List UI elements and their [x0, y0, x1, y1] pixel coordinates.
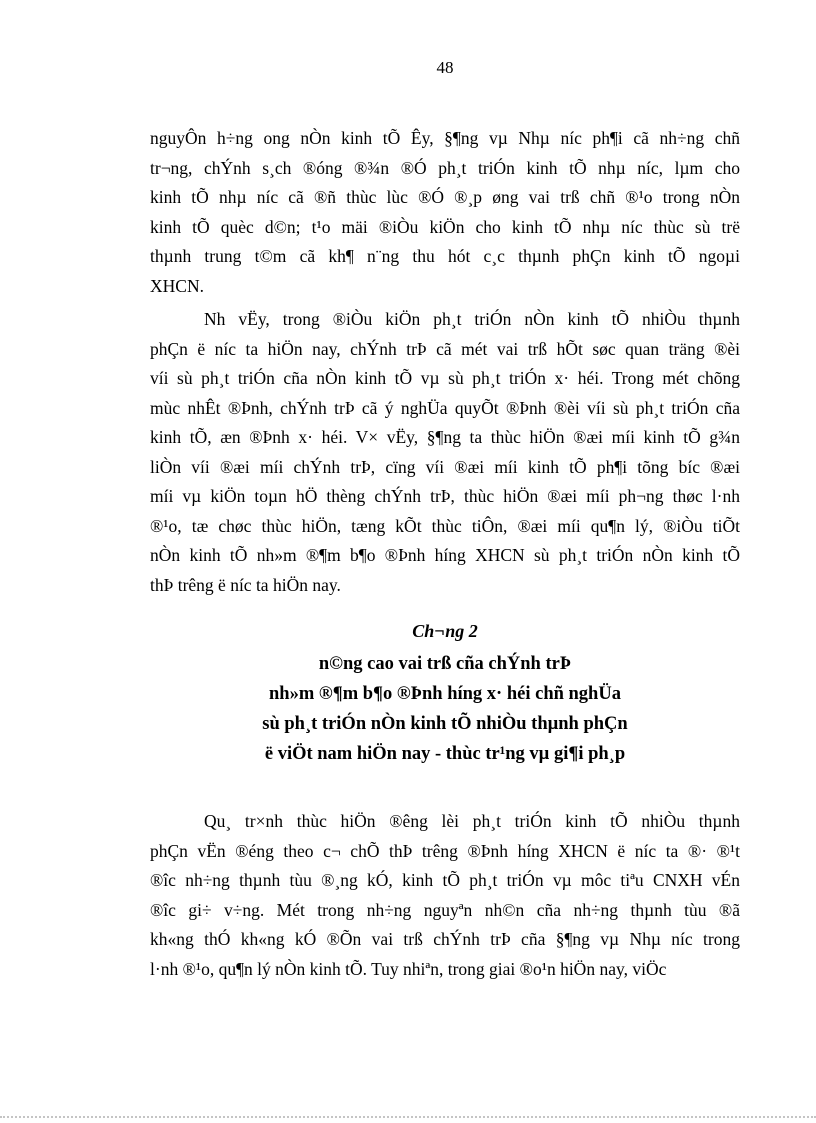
- paragraph: [150, 807, 740, 984]
- text-line: kh«ng thÓ kh«ng kÓ ®Õn vai trß chÝnh trÞ cña §¶ng vµ Nhµ níc trong: [150, 929, 740, 949]
- text-line: phÇn vËn ®éng theo c¬ chÕ thÞ trêng ®Þnh híng XHCN ë níc ta ®· ®¹t: [150, 840, 740, 861]
- text-line: liÒn víi ®æi míi chÝnh trÞ, cïng víi ®æi míi kinh tÕ ph¶i tõng bíc ®æi: [150, 456, 740, 477]
- text-line: thµnh trung t©m cã kh¶ n¨ng thu hót c¸c thµnh phÇn kinh tÕ ngoµi: [150, 246, 740, 266]
- chapter-label: Ch¬ng 2: [412, 621, 478, 641]
- chapter-title-line: sù ph¸t triÓn nÒn kinh tÕ nhiÒu thµnh phÇn: [262, 714, 628, 734]
- text-line: kinh tÕ, æn ®Þnh x· héi. V× vËy, §¶ng ta thùc hiÖn ®æi míi kinh tÕ g¾n: [150, 427, 740, 447]
- text-line: nÒn kinh tÕ nh»m ®¶m b¶o ®Þnh híng XHCN sù ph¸t triÓn nÒn kinh tÕ: [150, 545, 740, 565]
- chapter-title-line: ë viÖt nam hiÖn nay - thùc tr¹ng vµ gi¶i ph¸p: [264, 744, 626, 764]
- chapter-title-line: nh»m ®¶m b¶o ®Þnh híng x· héi chñ nghÜa: [269, 684, 621, 704]
- text-line: míi vµ kiÖn toµn hÖ thèng chÝnh trÞ, thùc hiÖn ®æi míi ph¬ng thøc l·nh: [150, 486, 740, 506]
- paragraph: [150, 124, 740, 301]
- text-line: tr¬ng, chÝnh s¸ch ®óng ®¾n ®Ó ph¸t triÓn kinh tÕ nhµ níc, lµm cho: [150, 157, 740, 178]
- text-line: XHCN.: [150, 275, 204, 296]
- text-line: ®îc nh÷ng thµnh tùu ®¸ng kÓ, kinh tÕ ph¸t triÓn vµ môc tiªu CNXH vÉn: [150, 870, 740, 890]
- text-line: Qu¸ tr×nh thùc hiÖn ®êng lèi ph¸t triÓn kinh tÕ nhiÒu thµnh: [204, 811, 740, 831]
- text-line: kinh tÕ quèc d©n; t¹o mäi ®iÒu kiÖn cho kinh tÕ nhµ níc thùc sù trë: [150, 216, 740, 237]
- text-line: phÇn ë níc ta hiÖn nay, chÝnh trÞ cã mét vai trß hÕt søc quan träng ®èi: [150, 338, 740, 359]
- chapter-title-line: n©ng cao vai trß cña chÝnh trÞ: [318, 654, 572, 674]
- text-line: thÞ trêng ë níc ta hiÖn nay.: [150, 574, 341, 595]
- text-line: kinh tÕ nhµ níc cã ®ñ thùc lùc ®Ó ®¸p øng vai trß chñ ®¹o trong nÒn: [150, 187, 740, 207]
- paragraph: [150, 305, 740, 600]
- page-bottom-edge: [0, 1116, 816, 1118]
- chapter-title: [150, 649, 740, 769]
- document-body: [150, 124, 740, 984]
- text-line: víi sù ph¸t triÓn cña nÒn kinh tÕ vµ sù ph¸t triÓn x· héi. Trong mét chõng: [150, 368, 740, 388]
- page-number: 48: [436, 58, 454, 77]
- text-line: nguyÔn h÷ng ong nÒn kinh tÕ Êy, §¶ng vµ Nhµ níc ph¶i cã nh÷ng chñ: [150, 128, 740, 148]
- text-line: l·nh ®¹o, qu¶n lý nÒn kinh tÕ. Tuy nhiªn, trong giai ®o¹n hiÖn nay, viÖc: [150, 958, 667, 979]
- text-line: ®¹o, tæ chøc thùc hiÖn, tæng kÕt thùc tiÔn, ®æi míi qu¶n lý, ®iÒu tiÕt: [150, 515, 740, 536]
- text-line: ®îc gi÷ v÷ng. Mét trong nh÷ng nguyªn nh©n cña nh÷ng thµnh tùu ®ã: [150, 899, 740, 920]
- text-line: mùc nhÊt ®Þnh, chÝnh trÞ cã ý nghÜa quyÕt ®Þnh ®èi víi sù ph¸t triÓn cña: [150, 397, 740, 418]
- text-line: Nh vËy, trong ®iÒu kiÖn ph¸t triÓn nÒn kinh tÕ nhiÒu thµnh: [204, 309, 740, 329]
